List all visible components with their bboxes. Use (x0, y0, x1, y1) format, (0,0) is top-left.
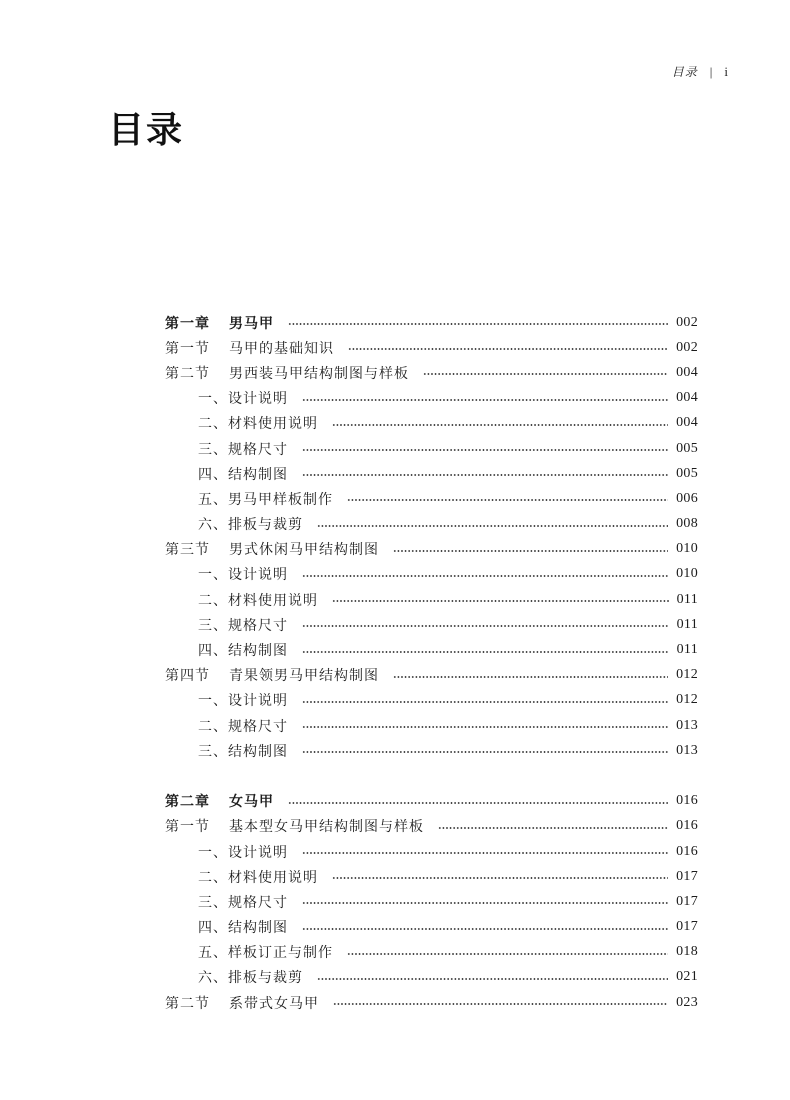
toc-section-row (165, 335, 698, 360)
item-label: 四、结构制图 (198, 644, 288, 660)
chapter-title: 女马甲 (229, 795, 274, 811)
page-number: 017 (676, 893, 698, 909)
toc-section-row (165, 990, 698, 1015)
page-number: 002 (676, 314, 698, 330)
toc-chapter-row (165, 310, 698, 335)
item-label: 六、排板与裁剪 (198, 518, 303, 534)
page-number: 013 (676, 717, 698, 733)
page-number: 016 (676, 843, 698, 859)
toc-item-row (165, 637, 698, 662)
dot-leader (302, 902, 668, 904)
item-label: 四、结构制图 (198, 467, 288, 483)
section-number: 第一节 (165, 820, 210, 836)
dot-leader (302, 625, 669, 627)
item-label: 六、排板与裁剪 (198, 971, 303, 987)
item-label: 一、设计说明 (198, 392, 288, 408)
page-number: 002 (676, 339, 698, 355)
page-number: 008 (676, 516, 698, 532)
toc-item-row (165, 512, 698, 537)
toc-item-row (165, 864, 698, 889)
page-number: 004 (676, 415, 698, 431)
page-number: 013 (676, 742, 698, 758)
section-number: 第一节 (165, 341, 210, 357)
page-number: 018 (676, 944, 698, 960)
toc-section-row (165, 360, 698, 385)
running-head (672, 64, 728, 80)
toc-item-row (165, 562, 698, 587)
chapter-spacer (165, 763, 698, 788)
dot-leader (438, 827, 668, 829)
dot-leader (332, 600, 669, 602)
dot-leader (317, 525, 668, 527)
dot-leader (288, 323, 668, 325)
dot-leader (347, 953, 668, 955)
toc-item-row (165, 688, 698, 713)
toc-item-row (165, 411, 698, 436)
page-number: 017 (676, 868, 698, 884)
dot-leader (302, 852, 668, 854)
chapter-number: 第一章 (165, 316, 210, 332)
page-number: 010 (676, 541, 698, 557)
table-of-contents (165, 310, 698, 1015)
item-label: 五、男马甲样板制作 (198, 492, 333, 508)
page-number: 017 (676, 919, 698, 935)
item-label: 二、材料使用说明 (198, 593, 318, 609)
toc-item-row (165, 940, 698, 965)
dot-leader (302, 928, 668, 930)
dot-leader (302, 399, 668, 401)
page-number: 011 (676, 591, 698, 607)
toc-item-row (165, 587, 698, 612)
item-label: 四、结构制图 (198, 921, 288, 937)
section-title: 基本型女马甲结构制图与样板 (229, 820, 424, 836)
chapter-number: 第二章 (165, 795, 210, 811)
section-title: 马甲的基础知识 (229, 341, 334, 357)
dot-leader (348, 348, 668, 350)
page-title: 目录 (108, 110, 185, 150)
dot-leader (302, 751, 668, 753)
item-label: 二、规格尺寸 (198, 719, 288, 735)
item-label: 二、材料使用说明 (198, 870, 318, 886)
dot-leader (332, 877, 668, 879)
section-number: 第二节 (165, 366, 210, 382)
dot-leader (317, 978, 668, 980)
page-number: 012 (676, 692, 698, 708)
page-number: 011 (676, 616, 698, 632)
chapter-title: 男马甲 (229, 316, 274, 332)
dot-leader (288, 802, 668, 804)
page-number: 011 (676, 642, 698, 658)
toc-section-row (165, 814, 698, 839)
item-label: 三、结构制图 (198, 744, 288, 760)
dot-leader (302, 474, 668, 476)
page-number: 005 (676, 440, 698, 456)
dot-leader (302, 651, 669, 653)
page-number: 023 (676, 994, 698, 1010)
toc-item-row (165, 839, 698, 864)
section-title: 系带式女马甲 (229, 996, 319, 1012)
toc-item-row (165, 436, 698, 461)
item-label: 三、规格尺寸 (198, 895, 288, 911)
section-number: 第三节 (165, 543, 210, 559)
toc-item-row (165, 738, 698, 763)
item-label: 三、规格尺寸 (198, 618, 288, 634)
item-label: 二、材料使用说明 (198, 417, 318, 433)
dot-leader (347, 499, 668, 501)
dot-leader (302, 575, 668, 577)
item-label: 一、设计说明 (198, 694, 288, 710)
dot-leader (423, 373, 668, 375)
page-number: 004 (676, 390, 698, 406)
dot-leader (302, 701, 668, 703)
running-head-separator: | (709, 64, 713, 79)
page-number: 016 (676, 818, 698, 834)
toc-chapter-row (165, 789, 698, 814)
item-label: 一、设计说明 (198, 568, 288, 584)
toc-item-row (165, 486, 698, 511)
section-number: 第四节 (165, 669, 210, 685)
running-title: 目录 (671, 65, 698, 79)
item-label: 五、样板订正与制作 (198, 946, 333, 962)
toc-section-row (165, 663, 698, 688)
dot-leader (393, 676, 668, 678)
toc-item-row (165, 461, 698, 486)
section-number: 第二节 (165, 996, 210, 1012)
page-number: 005 (676, 465, 698, 481)
item-label: 一、设计说明 (198, 845, 288, 861)
toc-section-row (165, 537, 698, 562)
dot-leader (302, 449, 668, 451)
toc-item-row (165, 889, 698, 914)
section-title: 男式休闲马甲结构制图 (229, 543, 379, 559)
page-number: 010 (676, 566, 698, 582)
page-number: 004 (676, 364, 698, 380)
dot-leader (332, 424, 668, 426)
dot-leader (393, 550, 668, 552)
section-title: 男西装马甲结构制图与样板 (229, 366, 409, 382)
toc-item-row (165, 713, 698, 738)
section-title: 青果领男马甲结构制图 (229, 669, 379, 685)
page-number: 012 (676, 667, 698, 683)
toc-item-row (165, 965, 698, 990)
folio-page-number: i (724, 64, 728, 79)
toc-item-row (165, 386, 698, 411)
toc-item-row (165, 915, 698, 940)
page-number: 006 (676, 490, 698, 506)
page-number: 016 (676, 793, 698, 809)
item-label: 三、规格尺寸 (198, 442, 288, 458)
dot-leader (333, 1003, 668, 1005)
dot-leader (302, 726, 668, 728)
page-number: 021 (676, 969, 698, 985)
toc-item-row (165, 612, 698, 637)
